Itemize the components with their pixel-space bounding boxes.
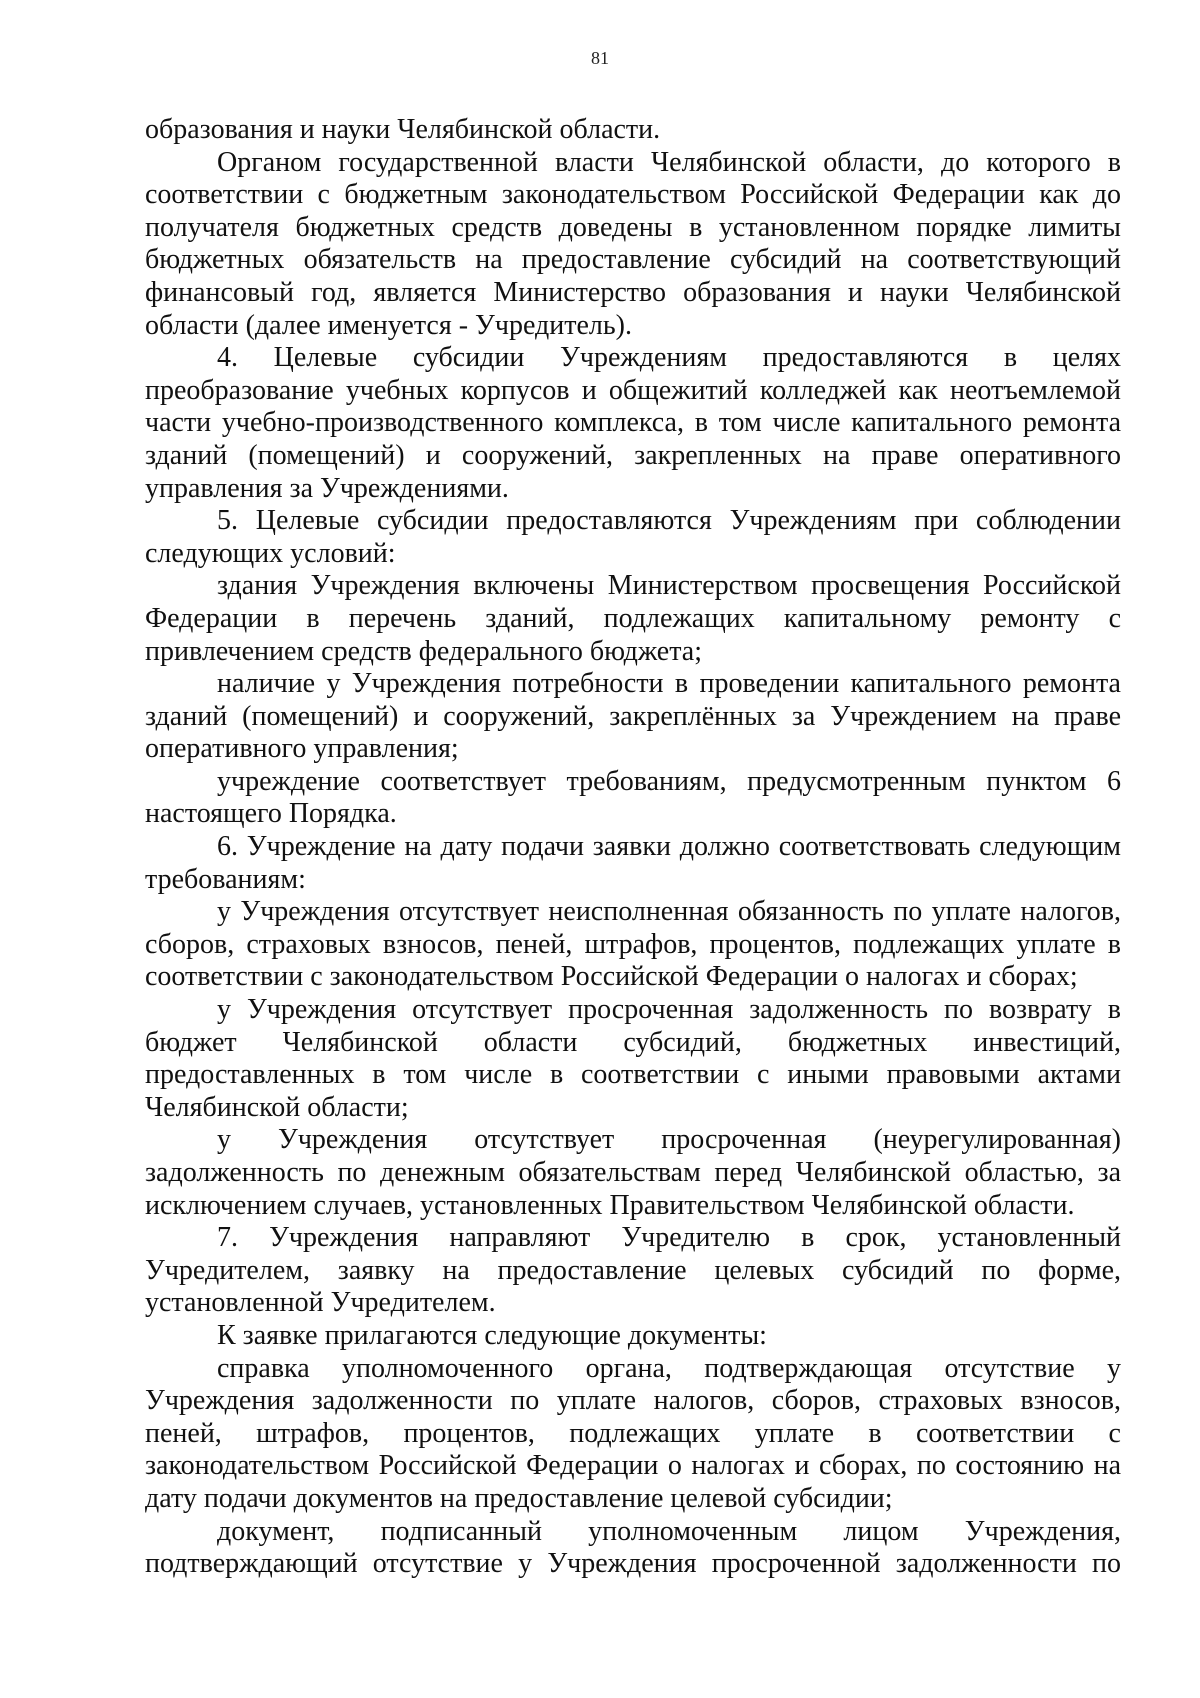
paragraph-10: у Учреждения отсутствует просроченная задолженность по возврату в бюджет Челябинской области субсидий, бюджетных инвестиций, предоставленных в том числе в соответствии с иными правовыми актами Челябинской области;: [145, 994, 1121, 1123]
paragraph-3: 4. Целевые субсидии Учреждениям предоставляются в целях преобразование учебных корпусов и общежитий колледжей как неотъемлемой части учебно-производственного комплекса, в том числе капитального ремонта зданий (помещений) и сооружений, закрепленных на праве оперативного управления за Учреждениями.: [145, 342, 1121, 504]
page-number: 81: [591, 48, 609, 68]
paragraph-7: учреждение соответствует требованиям, предусмотренным пунктом 6 настоящего Порядка.: [145, 765, 1121, 830]
paragraph-12: 7. Учреждения направляют Учредителю в срок, установленный Учредителем, заявку на предоставление целевых субсидий по форме, установленной Учредителем.: [145, 1222, 1121, 1319]
paragraph-15: документ, подписанный уполномоченным лицом Учреждения, подтверждающий отсутствие у Учреждения просроченной задолженности по: [145, 1515, 1121, 1580]
paragraph-4: 5. Целевые субсидии предоставляются Учреждениям при соблюдении следующих условий:: [145, 505, 1121, 569]
paragraph-13: К заявке прилагаются следующие документы:: [217, 1319, 767, 1351]
paragraph-9: у Учреждения отсутствует неисполненная обязанность по уплате налогов, сборов, страховых взносов, пеней, штрафов, процентов, подлежащих уплате в соответствии с законодательством Российской Федерации о налогах и сборах;: [145, 896, 1121, 993]
paragraph-1: образования и науки Челябинской области.: [145, 114, 661, 145]
paragraph-8: 6. Учреждение на дату подачи заявки должно соответствовать следующим требованиям:: [145, 831, 1121, 895]
paragraph-2: Органом государственной власти Челябинской области, до которого в соответствии с бюджетным законодательством Российской Федерации как до получателя бюджетных средств доведены в установленном порядке лимиты бюджетных обязательств на предоставление субсидий на соответствующий финансовый год, является Министерство образования и науки Челябинской области (далее именуется - Учредитель).: [145, 146, 1121, 341]
document-body: [145, 114, 1121, 1581]
paragraph-11: у Учреждения отсутствует просроченная (неурегулированная) задолженность по денежным обязательствам перед Челябинской областью, за исключением случаев, установленных Правительством Челябинской области.: [145, 1124, 1121, 1221]
paragraph-6: наличие у Учреждения потребности в проведении капитального ремонта зданий (помещений) и сооружений, закреплённых за Учреждением на праве оперативного управления;: [145, 668, 1121, 765]
paragraph-5: здания Учреждения включены Министерством просвещения Российской Федерации в перечень зданий, подлежащих капитальному ремонту с привлечением средств федерального бюджета;: [145, 570, 1121, 667]
paragraph-14: справка уполномоченного органа, подтверждающая отсутствие у Учреждения задолженности по уплате налогов, сборов, страховых взносов, пеней, штрафов, процентов, подлежащих уплате в соответствии с законодательством Российской Федерации о налогах и сборах, по состоянию на дату подачи документов на предоставление целевой субсидии;: [145, 1352, 1121, 1514]
